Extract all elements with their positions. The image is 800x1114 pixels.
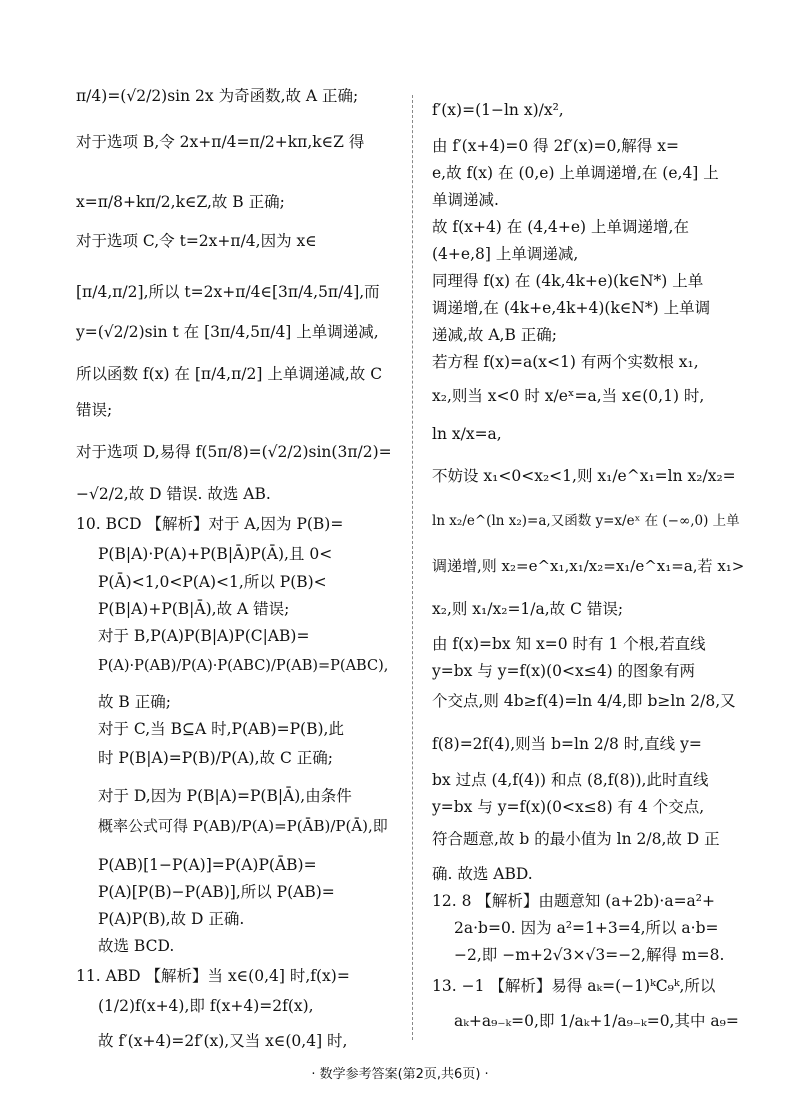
- text-line: 时 P(B|A)=P(B)/P(A),故 C 正确;: [98, 749, 333, 767]
- text-line: 故 f′(x+4)=2f′(x),又当 x∈(0,4] 时,: [98, 1032, 348, 1050]
- text-line: 同理得 f(x) 在 (4k,4k+e)(k∈N*) 上单: [432, 272, 704, 290]
- text-line: 故 B 正确;: [98, 693, 171, 711]
- text-line: 对于 C,当 B⊆A 时,P(AB)=P(B),此: [98, 720, 344, 738]
- text-line: 对于 B,P(A)P(B|A)P(C|AB)=: [98, 627, 310, 645]
- text-line: P(B|A)+P(B|Ā),故 A 错误;: [98, 600, 290, 618]
- question-12-start: 12. 8 【解析】由题意知 (a+2b)·a=a²+: [432, 892, 715, 910]
- text-line: 递减,故 A,B 正确;: [432, 326, 558, 344]
- text-line: π/4)=(√2/2)sin 2x 为奇函数,故 A 正确;: [76, 87, 359, 105]
- column-divider: [412, 95, 413, 1040]
- question-11-start: 11. ABD 【解析】当 x∈(0,4] 时,f(x)=: [76, 967, 350, 985]
- text-line: aₖ+a₉₋ₖ=0,即 1/aₖ+1/a₉₋ₖ=0,其中 a₉=: [454, 1012, 739, 1030]
- text-line: y=bx 与 y=f(x)(0<x≤8) 有 4 个交点,: [432, 798, 705, 816]
- text-line: 对于选项 B,令 2x+π/4=π/2+kπ,k∈Z 得: [76, 133, 365, 151]
- text-line: (4+e,8] 上单调递减,: [432, 245, 579, 263]
- text-line: 调递增,在 (4k+e,4k+4)(k∈N*) 上单调: [432, 299, 711, 317]
- text-line: −√2/2,故 D 错误. 故选 AB.: [76, 485, 271, 503]
- text-line: 若方程 f(x)=a(x<1) 有两个实数根 x₁,: [432, 353, 699, 371]
- text-line: 对于选项 C,令 t=2x+π/4,因为 x∈: [76, 232, 317, 250]
- text-line: [π/4,π/2],所以 t=2x+π/4∈[3π/4,5π/4],而: [76, 283, 380, 301]
- text-line: f(8)=2f(4),则当 b=ln 2/8 时,直线 y=: [432, 735, 702, 753]
- text-line: bx 过点 (4,f(4)) 和点 (8,f(8)),此时直线: [432, 771, 709, 789]
- question-13-start: 13. −1 【解析】易得 aₖ=(−1)ᵏC₉ᵏ,所以: [432, 977, 716, 995]
- text-line: P(AB)[1−P(A)]=P(A)P(ĀB)=: [98, 856, 317, 874]
- text-line: y=(√2/2)sin t 在 [3π/4,5π/4] 上单调递减,: [76, 323, 379, 341]
- text-line: x₂,则 x₁/x₂=1/a,故 C 错误;: [432, 600, 624, 618]
- page-footer: · 数学参考答案(第2页,共6页) ·: [311, 1067, 489, 1082]
- text-line: −2,即 −m+2√3×√3=−2,解得 m=8.: [454, 946, 725, 964]
- text-line: y=bx 与 y=f(x)(0<x≤4) 的图象有两: [432, 662, 696, 680]
- text-line: 调递增,则 x₂=e^x₁,x₁/x₂=x₁/e^x₁=a,若 x₁>: [432, 557, 745, 575]
- text-line: 故 f(x+4) 在 (4,4+e) 上单调递增,在: [432, 218, 689, 236]
- question-10-start: 10. BCD 【解析】对于 A,因为 P(B)=: [76, 515, 344, 533]
- text-line: 单调递减.: [432, 191, 499, 209]
- text-line: 不妨设 x₁<0<x₂<1,则 x₁/e^x₁=ln x₂/x₂=: [432, 467, 736, 485]
- text-line: e,故 f(x) 在 (0,e) 上单调递增,在 (e,4] 上: [432, 164, 719, 182]
- text-line: P(A)[P(B)−P(AB)],所以 P(AB)=: [98, 883, 335, 901]
- text-line: 错误;: [76, 401, 113, 419]
- text-line: P(B|A)·P(A)+P(B|Ā)P(Ā),且 0<: [98, 545, 333, 563]
- text-line: (1/2)f(x+4),即 f(x+4)=2f(x),: [98, 997, 314, 1015]
- text-line: 由 f′(x+4)=0 得 2f′(x)=0,解得 x=: [432, 137, 679, 155]
- text-line: P(A)P(B),故 D 正确.: [98, 910, 245, 928]
- text-line: 故选 BCD.: [98, 937, 175, 955]
- text-line: 确. 故选 ABD.: [432, 865, 533, 883]
- text-line: f′(x)=(1−ln x)/x²,: [432, 101, 564, 119]
- text-line: 对于选项 D,易得 f(5π/8)=(√2/2)sin(3π/2)=: [76, 443, 392, 461]
- text-line: P(A)·P(AB)/P(A)·P(ABC)/P(AB)=P(ABC),: [98, 658, 389, 674]
- text-line: 符合题意,故 b 的最小值为 ln 2/8,故 D 正: [432, 830, 720, 848]
- text-line: 对于 D,因为 P(B|A)=P(B|Ā),由条件: [98, 787, 352, 805]
- text-line: 个交点,则 4b≥f(4)=ln 4/4,即 b≥ln 2/8,又: [432, 692, 736, 710]
- text-line: x=π/8+kπ/2,k∈Z,故 B 正确;: [76, 193, 285, 211]
- text-line: 由 f(x)=bx 知 x=0 时有 1 个根,若直线: [432, 635, 706, 653]
- text-line: 2a·b=0. 因为 a²=1+3=4,所以 a·b=: [454, 919, 719, 937]
- text-line: x₂,则当 x<0 时 x/eˣ=a,当 x∈(0,1) 时,: [432, 387, 705, 405]
- text-line: 所以函数 f(x) 在 [π/4,π/2] 上单调递减,故 C: [76, 365, 383, 383]
- text-line: 概率公式可得 P(AB)/P(A)=P(ĀB)/P(Ā),即: [98, 817, 388, 835]
- text-line: P(Ā)<1,0<P(A)<1,所以 P(B)<: [98, 573, 327, 591]
- text-line: ln x/x=a,: [432, 425, 502, 443]
- text-line: ln x₂/e^(ln x₂)=a,又函数 y=x/eˣ 在 (−∞,0) 上单: [432, 513, 740, 529]
